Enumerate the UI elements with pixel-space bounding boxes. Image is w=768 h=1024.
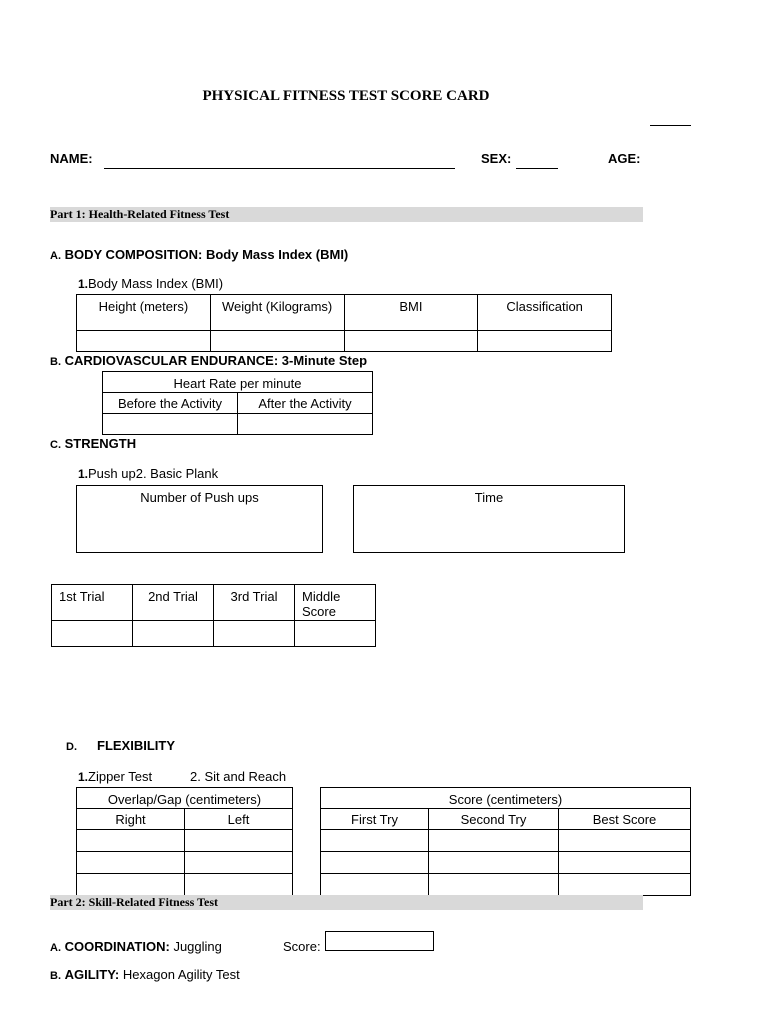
zipper-cell[interactable] [77,874,185,896]
page-title: PHYSICAL FITNESS TEST SCORE CARD [202,88,490,104]
flexibility-sub-num: 1. [78,770,89,784]
sit-reach-col-best: Best Score [559,809,691,830]
sit-reach-table [320,787,691,896]
part2-band: Part 2: Skill-Related Fitness Test [50,895,643,910]
heart-rate-cell-before[interactable] [103,414,238,435]
sit-reach-col-second: Second Try [429,809,559,830]
coordination-subtitle: Juggling [173,939,222,954]
section-d-letter: D. [66,741,77,753]
sit-reach-cell[interactable] [429,874,559,896]
sit-reach-cell[interactable] [429,830,559,852]
bmi-sub-num: 1. [78,277,89,291]
section-a-heading [50,247,348,262]
sit-reach-col-first: First Try [321,809,429,830]
bmi-col-classification: Classification [478,295,612,331]
bmi-cell-bmi[interactable] [344,331,478,352]
coordination-heading [50,939,222,954]
trial-col-1st: 1st Trial [52,585,133,621]
top-right-line [650,125,691,126]
flexibility-sub-label2: 2. Sit and Reach [190,769,287,784]
bmi-col-bmi: BMI [344,295,478,331]
trial-col-2nd: 2nd Trial [133,585,214,621]
trial-cell-2nd[interactable] [133,621,214,647]
section-c-heading [50,436,136,451]
name-label: NAME: [50,151,93,166]
trial-table [51,584,376,647]
section-b-title: CARDIOVASCULAR ENDURANCE: [64,353,279,368]
trial-col-3rd: 3rd Trial [214,585,295,621]
coordination-title: COORDINATION: [64,939,170,954]
flexibility-sub-label1: Zipper Test [88,769,153,784]
bmi-cell-height[interactable] [77,331,211,352]
agility-letter: B. [50,970,61,982]
section-c-title: STRENGTH [64,436,137,451]
trial-cell-3rd[interactable] [214,621,295,647]
sit-reach-cell[interactable] [559,874,691,896]
heart-rate-table [102,371,373,435]
section-b-letter: B. [50,356,61,368]
agility-heading [50,967,240,982]
push-ups-box[interactable]: Number of Push ups [76,485,323,553]
trial-col-middle: Middle Score [295,585,376,621]
zipper-table [76,787,293,896]
flexibility-sub-heading [78,769,152,784]
bmi-sub-heading [78,276,223,291]
name-field[interactable] [104,168,455,169]
strength-sub-num: 1. [78,467,89,481]
strength-sub-heading [78,466,218,481]
bmi-col-height: Height (meters) [77,295,211,331]
coordination-score-label: Score: [283,939,321,954]
sit-reach-cell[interactable] [321,852,429,874]
sit-reach-cell[interactable] [321,874,429,896]
heart-rate-cell-after[interactable] [238,414,373,435]
section-a-subtitle: Body Mass Index (BMI) [205,247,349,262]
sex-label: SEX: [481,151,512,166]
zipper-cell[interactable] [77,852,185,874]
section-d-title: FLEXIBILITY [97,738,175,753]
sex-field[interactable] [516,168,558,169]
sit-reach-cell[interactable] [321,830,429,852]
section-c-letter: C. [50,439,61,451]
bmi-table [76,294,612,352]
strength-sub-label: Push up2. Basic Plank [88,466,219,481]
zipper-header: Overlap/Gap (centimeters) [77,788,293,809]
section-d-heading [66,738,175,753]
coordination-score-box[interactable] [325,931,434,951]
sit-reach-cell[interactable] [559,852,691,874]
agility-subtitle: Hexagon Agility Test [122,967,240,982]
bmi-col-weight: Weight (Kilograms) [210,295,344,331]
heart-rate-header: Heart Rate per minute [103,372,373,393]
section-a-title: BODY COMPOSITION: [64,247,203,262]
trial-cell-1st[interactable] [52,621,133,647]
sit-reach-cell[interactable] [559,830,691,852]
zipper-cell[interactable] [77,830,185,852]
section-a-letter: A. [50,250,61,262]
agility-title: AGILITY: [64,967,120,982]
zipper-cell[interactable] [185,874,293,896]
zipper-col-right: Right [77,809,185,830]
coordination-letter: A. [50,942,61,954]
trial-cell-middle[interactable] [295,621,376,647]
zipper-cell[interactable] [185,852,293,874]
heart-rate-col-before: Before the Activity [103,393,238,414]
bmi-sub-label: Body Mass Index (BMI) [88,276,224,291]
sit-reach-cell[interactable] [429,852,559,874]
part1-band: Part 1: Health-Related Fitness Test [50,207,643,222]
bmi-cell-classification[interactable] [478,331,612,352]
sit-reach-header: Score (centimeters) [321,788,691,809]
zipper-col-left: Left [185,809,293,830]
age-label: AGE: [608,151,641,166]
zipper-cell[interactable] [185,830,293,852]
heart-rate-col-after: After the Activity [238,393,373,414]
plank-time-box[interactable]: Time [353,485,625,553]
section-b-heading [50,353,367,368]
section-b-subtitle: 3-Minute Step [281,353,368,368]
bmi-cell-weight[interactable] [210,331,344,352]
